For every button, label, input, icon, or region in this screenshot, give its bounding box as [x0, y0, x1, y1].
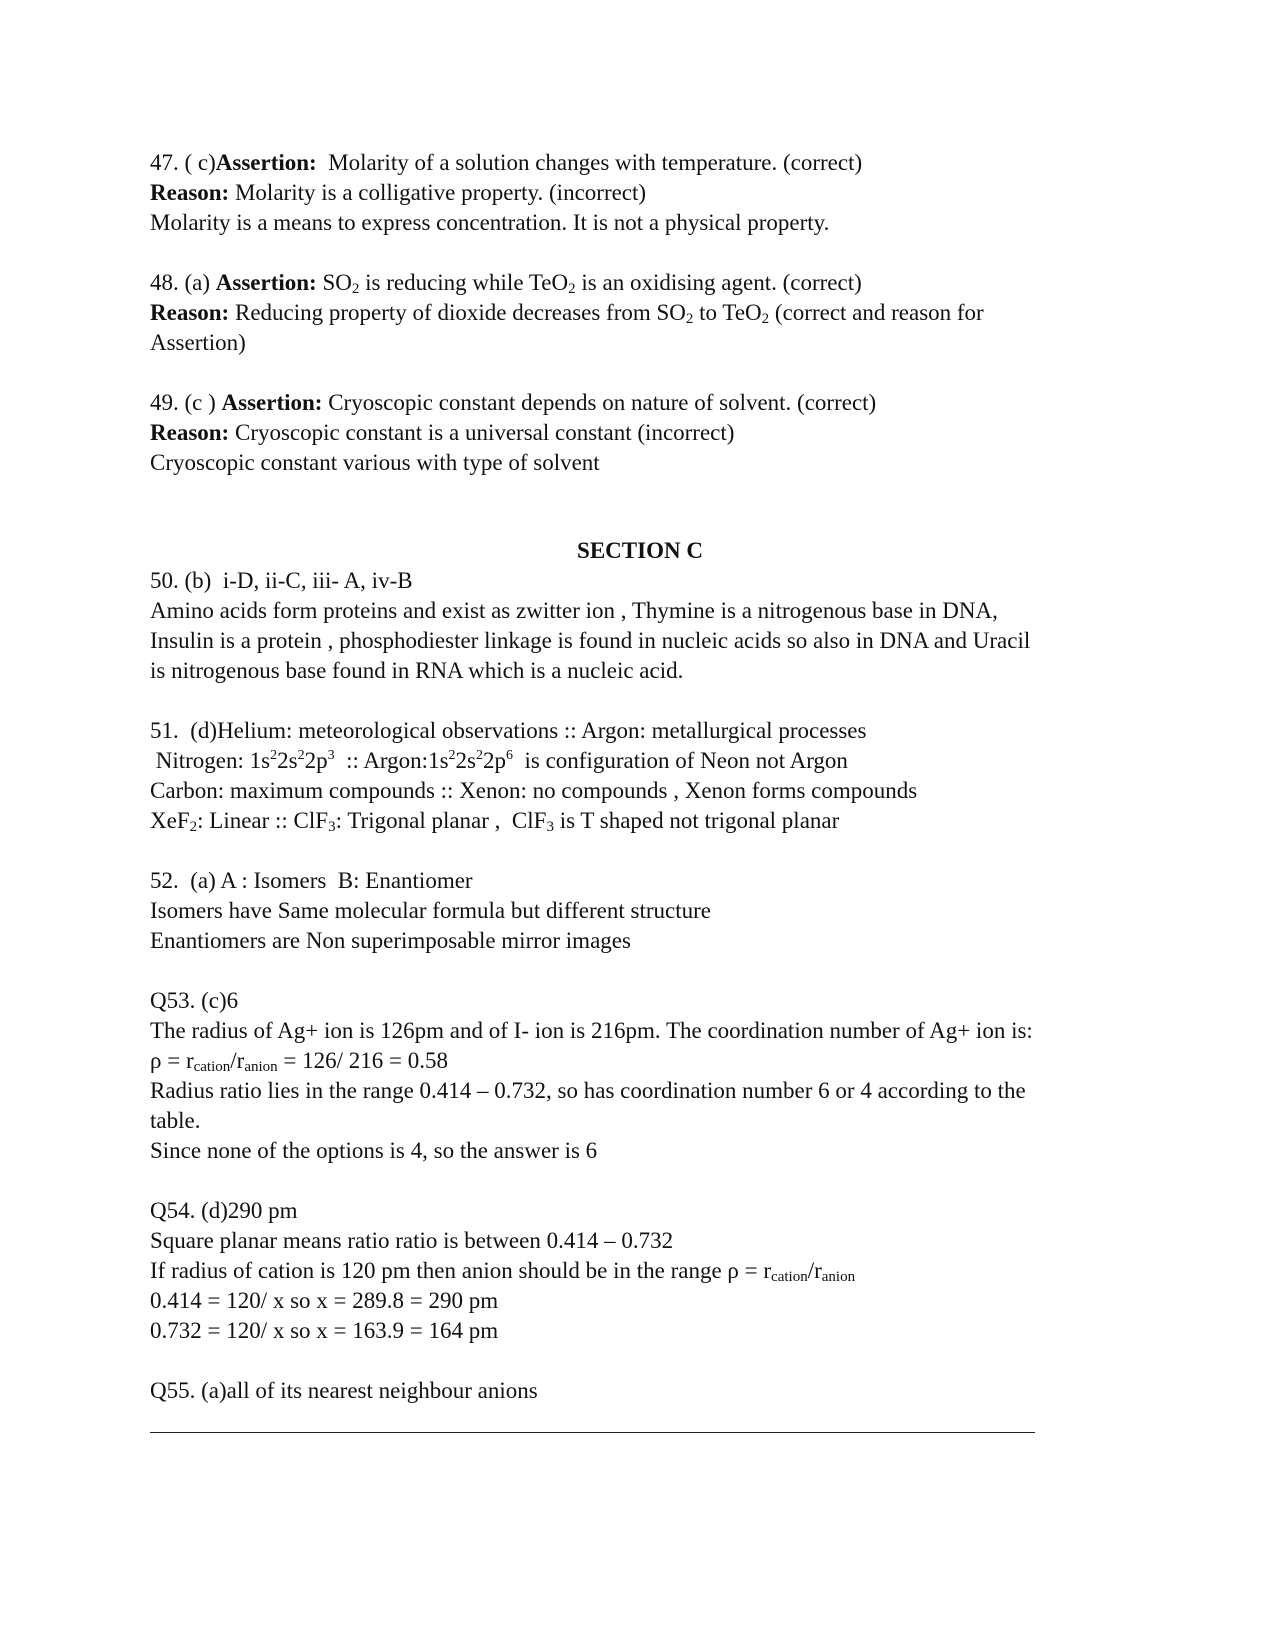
answer-54-explanation-1: Square planar means ratio ratio is between 0.414 – 0.732: [150, 1228, 674, 1253]
answer-54-key: Q54. (d)290 pm: [150, 1198, 298, 1223]
answer-53-explanation-2: table.: [150, 1108, 201, 1133]
answer-55-key: Q55. (a)all of its nearest neighbour anions: [150, 1378, 538, 1403]
answer-50-key: 50. (b) i-D, ii-C, iii- A, iv-B: [150, 568, 413, 593]
answer-54-calc-1: 0.414 = 120/ x so x = 289.8 = 290 pm: [150, 1288, 499, 1313]
answer-51-line-1: 51. (d)Helium: meteorological observations :: Argon: metallurgical processes: [150, 718, 867, 743]
answer-47: [150, 148, 1130, 238]
answer-49-assertion: 49. (c ) Assertion: Cryoscopic constant depends on nature of solvent. (correct): [150, 390, 877, 415]
answer-51-line-2: Nitrogen: $1s^22s^22p^3$ :: $Argon:1s^22s^22p^6$ is configuration of Neon not Argon: [150, 748, 848, 773]
answer-50-explanation-1: Amino acids form proteins and exist as zwitter ion , Thymine is a nitrogenous base in DNA,: [150, 598, 998, 623]
answer-48-reason-cont: Assertion): [150, 330, 246, 355]
answer-52-explanation-1: Isomers have Same molecular formula but different structure: [150, 898, 711, 923]
answer-51-line-3: Carbon: maximum compounds :: Xenon: no compounds , Xenon forms compounds: [150, 778, 918, 803]
answer-51: [150, 716, 1130, 836]
answer-49: [150, 388, 1130, 478]
answer-53-key: Q53. (c)6: [150, 988, 239, 1013]
answer-page: [150, 148, 1130, 1406]
answer-49-explanation: Cryoscopic constant various with type of solvent: [150, 450, 600, 475]
answer-48: [150, 268, 1130, 358]
answer-51-line-4: XeF$_2$: Linear :: ClF$_3$: Trigonal planar , ClF$_3$ is T shaped not trigonal planar: [150, 808, 840, 835]
answer-50-explanation-3: is nitrogenous base found in RNA which is a nucleic acid.: [150, 658, 684, 683]
answer-47-reason: Reason: Molarity is a colligative property. (incorrect): [150, 180, 647, 205]
answer-53-explanation-1: Radius ratio lies in the range 0.414 – 0.732, so has coordination number 6 or 4 according to the: [150, 1078, 1026, 1103]
answer-50: [150, 566, 1130, 686]
answer-47-assertion: 47. ( c)Assertion: Molarity of a solution changes with temperature. (correct): [150, 150, 863, 175]
section-c-heading: SECTION C: [577, 538, 703, 563]
answer-48-assertion: 48. (a) Assertion: $SO_2$ is reducing while TeO$_2$ is an oxidising agent. (correct): [150, 270, 862, 297]
answer-53-formula: $\rho = r_{cation}/r_{anion} = 126/$ 216 = 0.58: [150, 1048, 448, 1075]
answer-53: [150, 986, 1130, 1166]
answer-52-explanation-2: Enantiomers are Non superimposable mirror images: [150, 928, 631, 953]
answer-53-question: The radius of Ag+ ion is 126pm and of I- ion is 216pm. The coordination number of Ag+ ion is:: [150, 1018, 1033, 1043]
answer-55: [150, 1376, 1130, 1406]
answer-52-key: 52. (a) A : Isomers B: Enantiomer: [150, 868, 473, 893]
answer-54: [150, 1196, 1130, 1346]
answer-52: [150, 866, 1130, 956]
answer-48-reason: Reason: Reducing property of dioxide decreases from $SO_2$ to TeO$_2$ (correct and reason for: [150, 300, 984, 327]
answer-47-explanation: Molarity is a means to express concentration. It is not a physical property.: [150, 210, 830, 235]
answer-54-calc-2: 0.732 = 120/ x so x = 163.9 = 164 pm: [150, 1318, 499, 1343]
answer-50-explanation-2: Insulin is a protein , phosphodiester linkage is found in nucleic acids so also in DNA and Uracil: [150, 628, 1031, 653]
answer-53-conclusion: Since none of the options is 4, so the answer is 6: [150, 1138, 598, 1163]
answer-49-reason: Reason: Cryoscopic constant is a universal constant (incorrect): [150, 420, 735, 445]
end-divider: [150, 1432, 1035, 1433]
answer-54-formula: If radius of cation is 120 pm then anion should be in the range $\rho = r_{cation}/r_{anion}$: [150, 1258, 856, 1285]
